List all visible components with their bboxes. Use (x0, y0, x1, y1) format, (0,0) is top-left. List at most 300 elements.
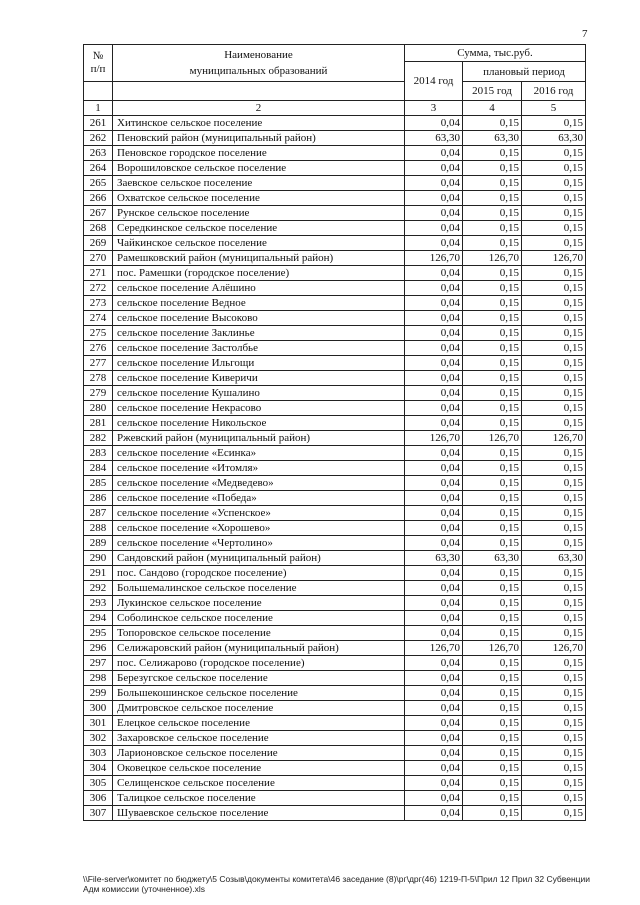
municipality-name: Большемалинское сельское поселение (113, 581, 405, 596)
municipality-name: сельское поселение «Чертолино» (113, 536, 405, 551)
amount-2014: 0,04 (405, 476, 463, 491)
amount-2016: 0,15 (522, 566, 586, 581)
amount-2014: 0,04 (405, 746, 463, 761)
table-row (84, 236, 586, 251)
table-row (84, 446, 586, 461)
amount-2014: 0,04 (405, 686, 463, 701)
municipality-name: Оковецкое сельское поселение (113, 761, 405, 776)
municipality-name: сельское поселение «Медведево» (113, 476, 405, 491)
amount-2016: 0,15 (522, 776, 586, 791)
amount-2014: 0,04 (405, 116, 463, 131)
amount-2016: 0,15 (522, 386, 586, 401)
amount-2014: 0,04 (405, 416, 463, 431)
table-row (84, 221, 586, 236)
amount-2014: 0,04 (405, 701, 463, 716)
municipality-name: сельское поселение Кушалино (113, 386, 405, 401)
amount-2014: 0,04 (405, 806, 463, 821)
amount-2015: 63,30 (463, 551, 522, 566)
row-number: 274 (84, 311, 113, 326)
table-row (84, 746, 586, 761)
amount-2016: 0,15 (522, 146, 586, 161)
table-row (84, 146, 586, 161)
amount-2014: 0,04 (405, 341, 463, 356)
table-row (84, 311, 586, 326)
amount-2015: 126,70 (463, 431, 522, 446)
row-number: 282 (84, 431, 113, 446)
table-row (84, 716, 586, 731)
amount-2016: 0,15 (522, 701, 586, 716)
amount-2016: 0,15 (522, 221, 586, 236)
amount-2016: 0,15 (522, 296, 586, 311)
row-number: 280 (84, 401, 113, 416)
municipality-name: Топоровское сельское поселение (113, 626, 405, 641)
amount-2015: 0,15 (463, 281, 522, 296)
row-number: 285 (84, 476, 113, 491)
amount-2016: 0,15 (522, 671, 586, 686)
table-row (84, 791, 586, 806)
amount-2014: 0,04 (405, 296, 463, 311)
table-row (84, 671, 586, 686)
table-row (84, 806, 586, 821)
table-row (84, 131, 586, 146)
header-2015-label: 2015 год (472, 85, 512, 97)
municipality-name: Березугское сельское поселение (113, 671, 405, 686)
municipality-name: сельское поселение Заклинье (113, 326, 405, 341)
row-number: 262 (84, 131, 113, 146)
header-2014-label: 2014 год (413, 75, 454, 87)
municipality-name: Ворошиловское сельское поселение (113, 161, 405, 176)
amount-2015: 0,15 (463, 206, 522, 221)
amount-2015: 0,15 (463, 776, 522, 791)
amount-2016: 63,30 (522, 131, 586, 146)
table-row (84, 536, 586, 551)
amount-2015: 0,15 (463, 311, 522, 326)
municipality-name: Рунское сельское поселение (113, 206, 405, 221)
amount-2014: 0,04 (405, 446, 463, 461)
table-row (84, 566, 586, 581)
table-row (84, 596, 586, 611)
amount-2015: 0,15 (463, 716, 522, 731)
municipality-name: Пеновский район (муниципальный район) (113, 131, 405, 146)
amount-2014: 126,70 (405, 431, 463, 446)
amount-2016: 0,15 (522, 266, 586, 281)
municipality-name: пос. Селижарово (городское поселение) (113, 656, 405, 671)
row-number: 305 (84, 776, 113, 791)
table-row (84, 416, 586, 431)
amount-2015: 0,15 (463, 116, 522, 131)
amount-2016: 0,15 (522, 656, 586, 671)
amount-2014: 0,04 (405, 326, 463, 341)
row-number: 299 (84, 686, 113, 701)
amount-2015: 0,15 (463, 581, 522, 596)
table-row (84, 326, 586, 341)
column-index-row (84, 101, 586, 116)
amount-2014: 0,04 (405, 776, 463, 791)
amount-2014: 0,04 (405, 581, 463, 596)
table-row (84, 356, 586, 371)
municipality-name: Талицкое сельское поселение (113, 791, 405, 806)
amount-2014: 0,04 (405, 656, 463, 671)
table-row (84, 521, 586, 536)
amount-2015: 0,15 (463, 626, 522, 641)
table-row (84, 776, 586, 791)
amount-2016: 0,15 (522, 326, 586, 341)
amount-2015: 0,15 (463, 221, 522, 236)
header-planned-label: плановый период (483, 65, 565, 78)
amount-2014: 0,04 (405, 311, 463, 326)
amount-2015: 0,15 (463, 491, 522, 506)
row-number: 265 (84, 176, 113, 191)
amount-2014: 0,04 (405, 596, 463, 611)
municipality-name: пос. Сандово (городское поселение) (113, 566, 405, 581)
table-row (84, 161, 586, 176)
amount-2015: 126,70 (463, 641, 522, 656)
row-number: 291 (84, 566, 113, 581)
amount-2014: 0,04 (405, 386, 463, 401)
amount-2015: 0,15 (463, 566, 522, 581)
amount-2016: 0,15 (522, 176, 586, 191)
amount-2014: 0,04 (405, 506, 463, 521)
amount-2015: 0,15 (463, 521, 522, 536)
amount-2014: 0,04 (405, 491, 463, 506)
amount-2015: 126,70 (463, 251, 522, 266)
header-num (84, 45, 113, 82)
amount-2014: 0,04 (405, 461, 463, 476)
amount-2016: 0,15 (522, 356, 586, 371)
row-number: 296 (84, 641, 113, 656)
table-row (84, 506, 586, 521)
row-number: 283 (84, 446, 113, 461)
amount-2016: 0,15 (522, 281, 586, 296)
amount-2015: 0,15 (463, 401, 522, 416)
amount-2015: 0,15 (463, 536, 522, 551)
table-row (84, 461, 586, 476)
amount-2015: 0,15 (463, 506, 522, 521)
municipality-name: Ржевский район (муниципальный район) (113, 431, 405, 446)
amount-2015: 0,15 (463, 461, 522, 476)
municipality-name: сельское поселение «Есинка» (113, 446, 405, 461)
amount-2014: 0,04 (405, 791, 463, 806)
row-number: 292 (84, 581, 113, 596)
amount-2015: 0,15 (463, 386, 522, 401)
row-number: 288 (84, 521, 113, 536)
amount-2016: 0,15 (522, 806, 586, 821)
table-row (84, 191, 586, 206)
table-row (84, 641, 586, 656)
amount-2015: 0,15 (463, 176, 522, 191)
table-row (84, 626, 586, 641)
municipality-name: сельское поселение «Успенское» (113, 506, 405, 521)
municipality-name: Селижаровский район (муниципальный район) (113, 641, 405, 656)
amount-2014: 0,04 (405, 536, 463, 551)
table-row (84, 266, 586, 281)
amount-2015: 0,15 (463, 686, 522, 701)
header-name (113, 45, 405, 82)
amount-2015: 0,15 (463, 191, 522, 206)
municipality-name: Захаровское сельское поселение (113, 731, 405, 746)
row-number: 277 (84, 356, 113, 371)
amount-2016: 0,15 (522, 716, 586, 731)
row-number: 289 (84, 536, 113, 551)
amount-2016: 0,15 (522, 401, 586, 416)
amount-2016: 0,15 (522, 416, 586, 431)
amount-2016: 0,15 (522, 116, 586, 131)
municipality-name: сельское поселение «Хорошево» (113, 521, 405, 536)
amount-2016: 0,15 (522, 161, 586, 176)
amount-2016: 0,15 (522, 341, 586, 356)
row-number: 279 (84, 386, 113, 401)
row-number: 276 (84, 341, 113, 356)
municipality-name: сельское поселение Никольское (113, 416, 405, 431)
municipality-name: Большекошинское сельское поселение (113, 686, 405, 701)
table-row (84, 656, 586, 671)
municipality-name: Ларионовское сельское поселение (113, 746, 405, 761)
amount-2016: 0,15 (522, 506, 586, 521)
table-row (84, 401, 586, 416)
municipality-name: сельское поселение «Победа» (113, 491, 405, 506)
amount-2015: 0,15 (463, 656, 522, 671)
amount-2014: 63,30 (405, 131, 463, 146)
amount-2014: 0,04 (405, 761, 463, 776)
amount-2016: 0,15 (522, 371, 586, 386)
table-row (84, 476, 586, 491)
header-name-label: Наименование муниципальных образований (189, 49, 328, 77)
table-row (84, 491, 586, 506)
row-number: 293 (84, 596, 113, 611)
amount-2016: 126,70 (522, 251, 586, 266)
header-sum-label: Сумма, тыс.руб. (457, 47, 533, 59)
amount-2016: 0,15 (522, 581, 586, 596)
amount-2016: 0,15 (522, 536, 586, 551)
amount-2015: 0,15 (463, 146, 522, 161)
amount-2014: 0,04 (405, 206, 463, 221)
table-row (84, 551, 586, 566)
table-row (84, 686, 586, 701)
municipality-name: Соболинское сельское поселение (113, 611, 405, 626)
municipality-name: сельское поселение Высоково (113, 311, 405, 326)
amount-2015: 0,15 (463, 761, 522, 776)
amount-2014: 0,04 (405, 731, 463, 746)
table-row (84, 581, 586, 596)
table-row (84, 251, 586, 266)
amount-2014: 0,04 (405, 176, 463, 191)
municipality-name: Сандовский район (муниципальный район) (113, 551, 405, 566)
header-sum (405, 45, 586, 62)
header-planned (463, 62, 586, 82)
row-number: 303 (84, 746, 113, 761)
amount-2015: 0,15 (463, 671, 522, 686)
row-number: 263 (84, 146, 113, 161)
municipality-name: Заевское сельское поселение (113, 176, 405, 191)
amount-2014: 0,04 (405, 221, 463, 236)
table-row (84, 176, 586, 191)
amount-2016: 0,15 (522, 626, 586, 641)
amount-2014: 126,70 (405, 641, 463, 656)
row-number: 306 (84, 791, 113, 806)
row-number: 261 (84, 116, 113, 131)
table-row (84, 341, 586, 356)
amount-2015: 0,15 (463, 476, 522, 491)
header-row-top (84, 45, 586, 62)
amount-2016: 0,15 (522, 476, 586, 491)
municipality-name: Охватское сельское поселение (113, 191, 405, 206)
subsidy-table (83, 44, 586, 821)
table-row (84, 701, 586, 716)
row-number: 269 (84, 236, 113, 251)
row-number: 297 (84, 656, 113, 671)
amount-2015: 0,15 (463, 791, 522, 806)
amount-2014: 0,04 (405, 626, 463, 641)
amount-2014: 0,04 (405, 266, 463, 281)
amount-2016: 0,15 (522, 206, 586, 221)
file-path-footer: \\File-server\комитет по бюджету\5 Созыв\документы комитета\46 заседание (8)\рг\дрг(46) 1219-П-5\Прил 12 Прил 32 Субвенции Адм комиссии (уточненное).xls (83, 874, 591, 894)
amount-2015: 0,15 (463, 356, 522, 371)
row-number: 273 (84, 296, 113, 311)
municipality-name: пос. Рамешки (городское поселение) (113, 266, 405, 281)
row-number: 304 (84, 761, 113, 776)
row-number: 295 (84, 626, 113, 641)
amount-2016: 0,15 (522, 521, 586, 536)
row-number: 271 (84, 266, 113, 281)
amount-2016: 0,15 (522, 761, 586, 776)
amount-2014: 0,04 (405, 671, 463, 686)
amount-2014: 0,04 (405, 371, 463, 386)
row-number: 290 (84, 551, 113, 566)
column-index-cell: 2 (113, 101, 405, 116)
municipality-name: Елецкое сельское поселение (113, 716, 405, 731)
header-blank-num (84, 82, 113, 101)
table-row (84, 371, 586, 386)
municipality-name: Середкинское сельское поселение (113, 221, 405, 236)
amount-2016: 0,15 (522, 236, 586, 251)
amount-2014: 0,04 (405, 356, 463, 371)
amount-2016: 0,15 (522, 461, 586, 476)
municipality-name: Шуваевское сельское поселение (113, 806, 405, 821)
header-2014 (405, 62, 463, 101)
municipality-name: сельское поселение «Итомля» (113, 461, 405, 476)
amount-2016: 0,15 (522, 446, 586, 461)
header-blank-name (113, 82, 405, 101)
amount-2016: 0,15 (522, 746, 586, 761)
row-number: 268 (84, 221, 113, 236)
amount-2015: 0,15 (463, 416, 522, 431)
municipality-name: Дмитровское сельское поселение (113, 701, 405, 716)
amount-2014: 63,30 (405, 551, 463, 566)
municipality-name: сельское поселение Ведное (113, 296, 405, 311)
row-number: 294 (84, 611, 113, 626)
amount-2015: 0,15 (463, 266, 522, 281)
municipality-name: сельское поселение Застолбье (113, 341, 405, 356)
amount-2015: 0,15 (463, 296, 522, 311)
amount-2014: 126,70 (405, 251, 463, 266)
amount-2014: 0,04 (405, 566, 463, 581)
amount-2016: 63,30 (522, 551, 586, 566)
table-row (84, 731, 586, 746)
amount-2016: 0,15 (522, 311, 586, 326)
amount-2016: 0,15 (522, 191, 586, 206)
row-number: 307 (84, 806, 113, 821)
municipality-name: сельское поселение Алёшино (113, 281, 405, 296)
page-number: 7 (582, 28, 588, 40)
row-number: 286 (84, 491, 113, 506)
municipality-name: Селищенское сельское поселение (113, 776, 405, 791)
row-number: 270 (84, 251, 113, 266)
amount-2016: 0,15 (522, 686, 586, 701)
column-index-cell: 3 (405, 101, 463, 116)
municipality-name: Хитинское сельское поселение (113, 116, 405, 131)
amount-2015: 0,15 (463, 236, 522, 251)
amount-2016: 0,15 (522, 491, 586, 506)
row-number: 287 (84, 506, 113, 521)
row-number: 275 (84, 326, 113, 341)
row-number: 278 (84, 371, 113, 386)
municipality-name: сельское поселение Киверичи (113, 371, 405, 386)
header-2015 (463, 82, 522, 101)
amount-2015: 0,15 (463, 371, 522, 386)
column-index-cell: 1 (84, 101, 113, 116)
municipality-name: сельское поселение Некрасово (113, 401, 405, 416)
amount-2015: 0,15 (463, 341, 522, 356)
row-number: 266 (84, 191, 113, 206)
table-row (84, 296, 586, 311)
row-number: 281 (84, 416, 113, 431)
amount-2014: 0,04 (405, 611, 463, 626)
amount-2015: 0,15 (463, 596, 522, 611)
header-row-bottom (84, 82, 586, 101)
municipality-name: сельское поселение Ильгощи (113, 356, 405, 371)
row-number: 284 (84, 461, 113, 476)
table-row (84, 611, 586, 626)
row-number: 298 (84, 671, 113, 686)
table-row (84, 761, 586, 776)
table-row (84, 281, 586, 296)
amount-2014: 0,04 (405, 191, 463, 206)
amount-2015: 0,15 (463, 746, 522, 761)
header-2016-label: 2016 год (533, 85, 574, 97)
row-number: 272 (84, 281, 113, 296)
amount-2015: 63,30 (463, 131, 522, 146)
amount-2016: 126,70 (522, 431, 586, 446)
amount-2016: 0,15 (522, 596, 586, 611)
municipality-name: Рамешковский район (муниципальный район) (113, 251, 405, 266)
municipality-name: Лукинское сельское поселение (113, 596, 405, 611)
row-number: 300 (84, 701, 113, 716)
amount-2015: 0,15 (463, 731, 522, 746)
table-row (84, 386, 586, 401)
amount-2014: 0,04 (405, 401, 463, 416)
amount-2015: 0,15 (463, 326, 522, 341)
amount-2016: 0,15 (522, 731, 586, 746)
row-number: 264 (84, 161, 113, 176)
row-number: 302 (84, 731, 113, 746)
amount-2015: 0,15 (463, 161, 522, 176)
amount-2015: 0,15 (463, 806, 522, 821)
row-number: 267 (84, 206, 113, 221)
header-num-label: № п/п (90, 50, 106, 75)
amount-2014: 0,04 (405, 716, 463, 731)
amount-2015: 0,15 (463, 446, 522, 461)
amount-2014: 0,04 (405, 146, 463, 161)
table-row (84, 431, 586, 446)
municipality-name: Чайкинское сельское поселение (113, 236, 405, 251)
amount-2015: 0,15 (463, 701, 522, 716)
amount-2016: 0,15 (522, 611, 586, 626)
amount-2014: 0,04 (405, 161, 463, 176)
row-number: 301 (84, 716, 113, 731)
amount-2014: 0,04 (405, 236, 463, 251)
table-row (84, 206, 586, 221)
amount-2015: 0,15 (463, 611, 522, 626)
